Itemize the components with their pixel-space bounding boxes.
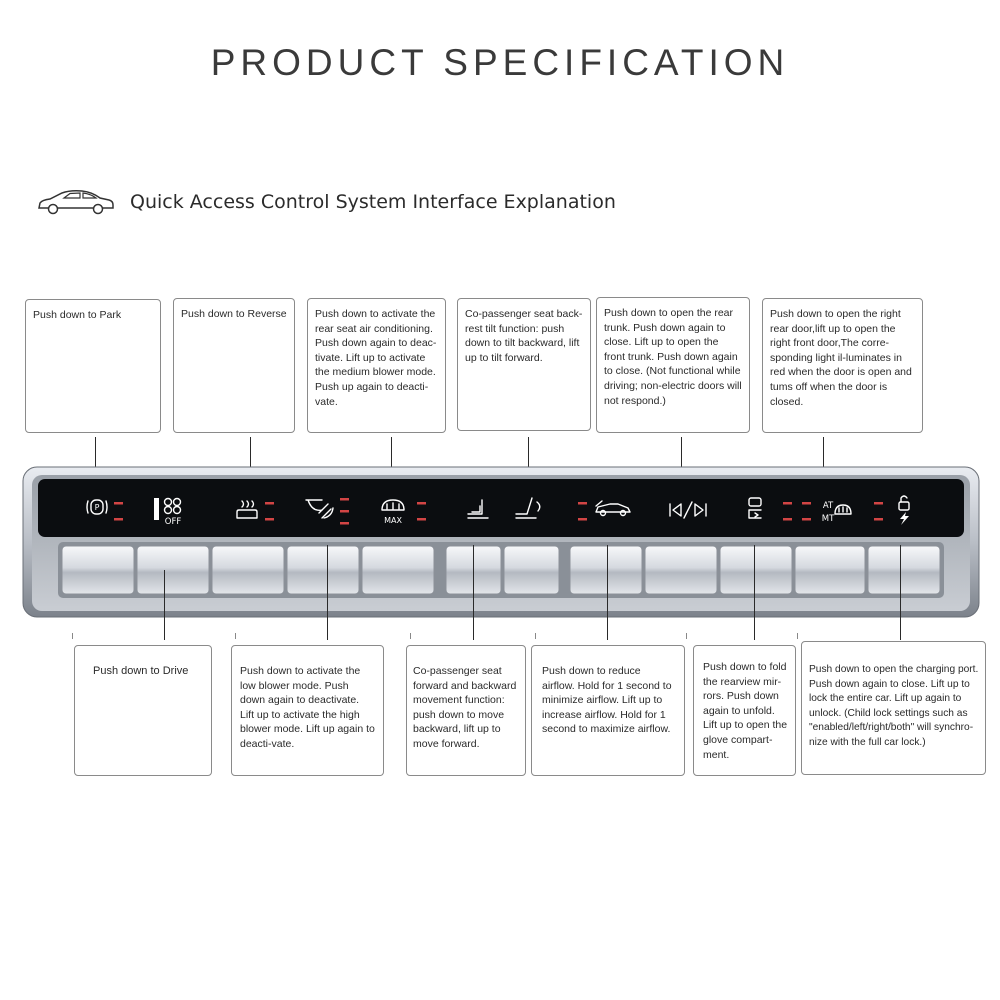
status-led	[578, 518, 587, 521]
hardware-keys	[62, 546, 940, 594]
status-led	[578, 502, 587, 505]
status-led	[265, 518, 274, 521]
control-panel	[22, 466, 980, 618]
section-header	[36, 186, 616, 218]
svg-text:P: P	[94, 503, 100, 512]
at-label: AT	[822, 501, 834, 511]
divider	[797, 633, 798, 639]
callout-drive: Push down to Drive	[74, 645, 212, 776]
callout-trunk: Push down to open the rear trunk. Push down again to close. Lift up to open the front trunk. Push down again to close. (Not functional while driving; non-electric doors will not respond.)	[596, 297, 750, 433]
callout-airflow: Push down to reduce airflow. Hold for 1 second to minimize airflow. Lift up to increase airflow. Hold for 1 second to maximize airflow.	[531, 645, 685, 776]
leader-blower	[327, 545, 328, 640]
status-led	[802, 518, 811, 521]
leader-seat-slide	[473, 545, 474, 640]
page-title: PRODUCT SPECIFICATION	[210, 42, 790, 83]
max-label: MAX	[384, 516, 402, 525]
divider	[686, 633, 687, 639]
status-led	[417, 518, 426, 521]
callout-blower: Push down to activate the low blower mode. Push down again to deactivate. Lift up to activate the high blower mode. Lift up again to deacti-vate.	[231, 645, 384, 776]
divider	[535, 633, 536, 639]
callout-reverse: Push down to Reverse	[173, 298, 295, 433]
status-led	[340, 510, 349, 513]
callout-park: Push down to Park	[25, 299, 161, 433]
callout-charging: Push down to open the charging port. Push down again to close. Lift up to lock the entire car. Lift up again to unlock. (Child lock settings such as "enabled/left/right/both" will synchro-nize with the full car lock.)	[801, 641, 986, 775]
divider	[235, 633, 236, 639]
status-led	[265, 502, 274, 505]
off-label: OFF	[164, 517, 182, 527]
section-header-text: Quick Access Control System Interface Explanation	[130, 191, 616, 213]
callout-seat-slide: Co-passenger seat forward and backward movement function: push down to move backward, lift up to move forward.	[406, 645, 526, 776]
status-led	[874, 518, 883, 521]
callout-doors: Push down to open the right rear door,lift up to open the right front door,The corre-sponding light il-luminates in red when the door is open and tums off when the door is closed.	[762, 298, 923, 433]
divider	[410, 633, 411, 639]
mt-label: MT	[821, 514, 835, 524]
status-led	[114, 518, 123, 521]
status-led	[417, 502, 426, 505]
car-icon	[36, 186, 116, 218]
status-led	[340, 498, 349, 501]
status-led	[340, 522, 349, 525]
leader-charging	[900, 545, 901, 640]
status-led	[802, 502, 811, 505]
status-led	[114, 502, 123, 505]
divider	[72, 633, 73, 639]
callout-mirrors: Push down to fold the rearview mir-rors. Push down again to unfold. Lift up to open the glove compart-ment.	[693, 645, 796, 776]
callout-seat-backrest: Co-passenger seat back-rest tilt function: push down to tilt backward, lift up to tilt forward.	[457, 298, 591, 431]
status-led	[783, 502, 792, 505]
status-led	[783, 518, 792, 521]
leader-drive	[164, 570, 165, 640]
leader-airflow	[607, 545, 608, 640]
callout-rear-ac: Push down to activate the rear seat air conditioning. Push down again to deac-tivate. Lift up to activate the medium blower mode. Push up again to deacti-vate.	[307, 298, 446, 433]
leader-mirrors	[754, 545, 755, 640]
status-led	[874, 502, 883, 505]
